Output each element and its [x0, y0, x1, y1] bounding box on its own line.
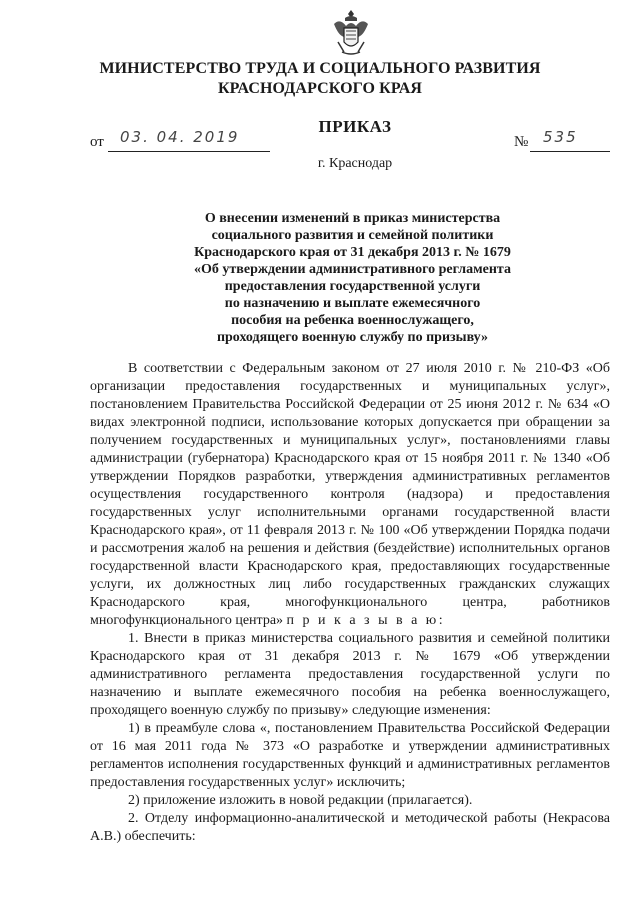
city: г. Краснодар [317, 156, 393, 171]
number-value: 535 [543, 128, 578, 146]
preamble-paragraph [90, 360, 610, 630]
document-title [140, 210, 565, 346]
title-line: «Об утверждении административного регламента [194, 262, 511, 277]
number-underline [530, 151, 610, 152]
ministry-name-line-2: КРАСНОДАРСКОГО КРАЯ [217, 80, 423, 97]
title-line: социального развития и семейной политики [211, 228, 494, 243]
title-line: по назначению и выплате ежемесячного [224, 296, 481, 311]
preamble-text: В соответствии с Федеральным законом от 27 июля 2010 г. № 210-ФЗ «Об организации предоставления государственных и муниципальных услуг», постановлением Правительства Российской Федерации от 25 июня 2012 г. № 634 «О видах электронной подписи, использование которых допускается при обращении за получением государственных и муниципальных услуг», постановлениями главы администрации (губернатора) Краснодарского края от 15 ноября 2011 г. № 1340 «Об утверждении Порядков разработки, утверждения административных регламентов осуществления государственного контроля (надзора) и предоставления государственных услуг исполнительными органами государственной власти Краснодарского края», от 11 февраля 2013 г. № 100 «Об утверждении Порядка подачи и рассмотрения жалоб на решения и действия (бездействие) исполнительных органов государственной власти Краснодарского края, предоставляющих государственные услуги, их должностных лиц либо государственных гражданских служащих Краснодарского края, многофункционального центра, работников многофункционального центра» [90, 361, 610, 628]
ministry-name-line-1: МИНИСТЕРСТВО ТРУДА И СОЦИАЛЬНОГО РАЗВИТИЯ [99, 60, 541, 77]
krasnodar-coat-of-arms-icon [330, 8, 372, 56]
title-line: О внесении изменений в приказ министерства [204, 211, 501, 226]
date-underline [108, 151, 270, 152]
title-line: Краснодарского края от 31 декабря 2013 г. № 1679 [194, 245, 511, 260]
item-1-2-paragraph: 2) приложение изложить в новой редакции (прилагается). [128, 793, 473, 808]
date-value: 03. 04. 2019 [120, 128, 240, 146]
number-label: № [514, 134, 529, 150]
document-type: ПРИКАЗ [318, 117, 392, 136]
title-line: предоставления государственной услуги [224, 279, 481, 294]
date-label: от [90, 134, 104, 150]
document-body [90, 360, 610, 846]
item-1-paragraph: 1. Внести в приказ министерства социального развития и семейной политики Краснодарского края от 31 декабря 2013 г. № 1679 «Об утверждении административного регламента предоставления государственной услуги по назначению и выплате ежемесячного пособия на ребенка военнослужащего, проходящего военную службу по призыву» следующие изменения: [90, 631, 610, 718]
order-command: п р и к а з ы в а ю: [286, 613, 446, 628]
item-2-paragraph: 2. Отделу информационно-аналитической и методической работы (Некрасова А.В.) обеспечить: [90, 811, 610, 844]
title-line: проходящего военную службу по призыву» [216, 330, 489, 345]
title-line: пособия на ребенка военнослужащего, [231, 313, 474, 328]
item-1-1-paragraph: 1) в преамбуле слова «, постановлением Правительства Российской Федерации от 16 мая 2011 года № 373 «О разработке и утверждении административных регламентов исполнения государственных функций и административных регламентов предоставления государственных услуг» исключить; [90, 721, 610, 790]
